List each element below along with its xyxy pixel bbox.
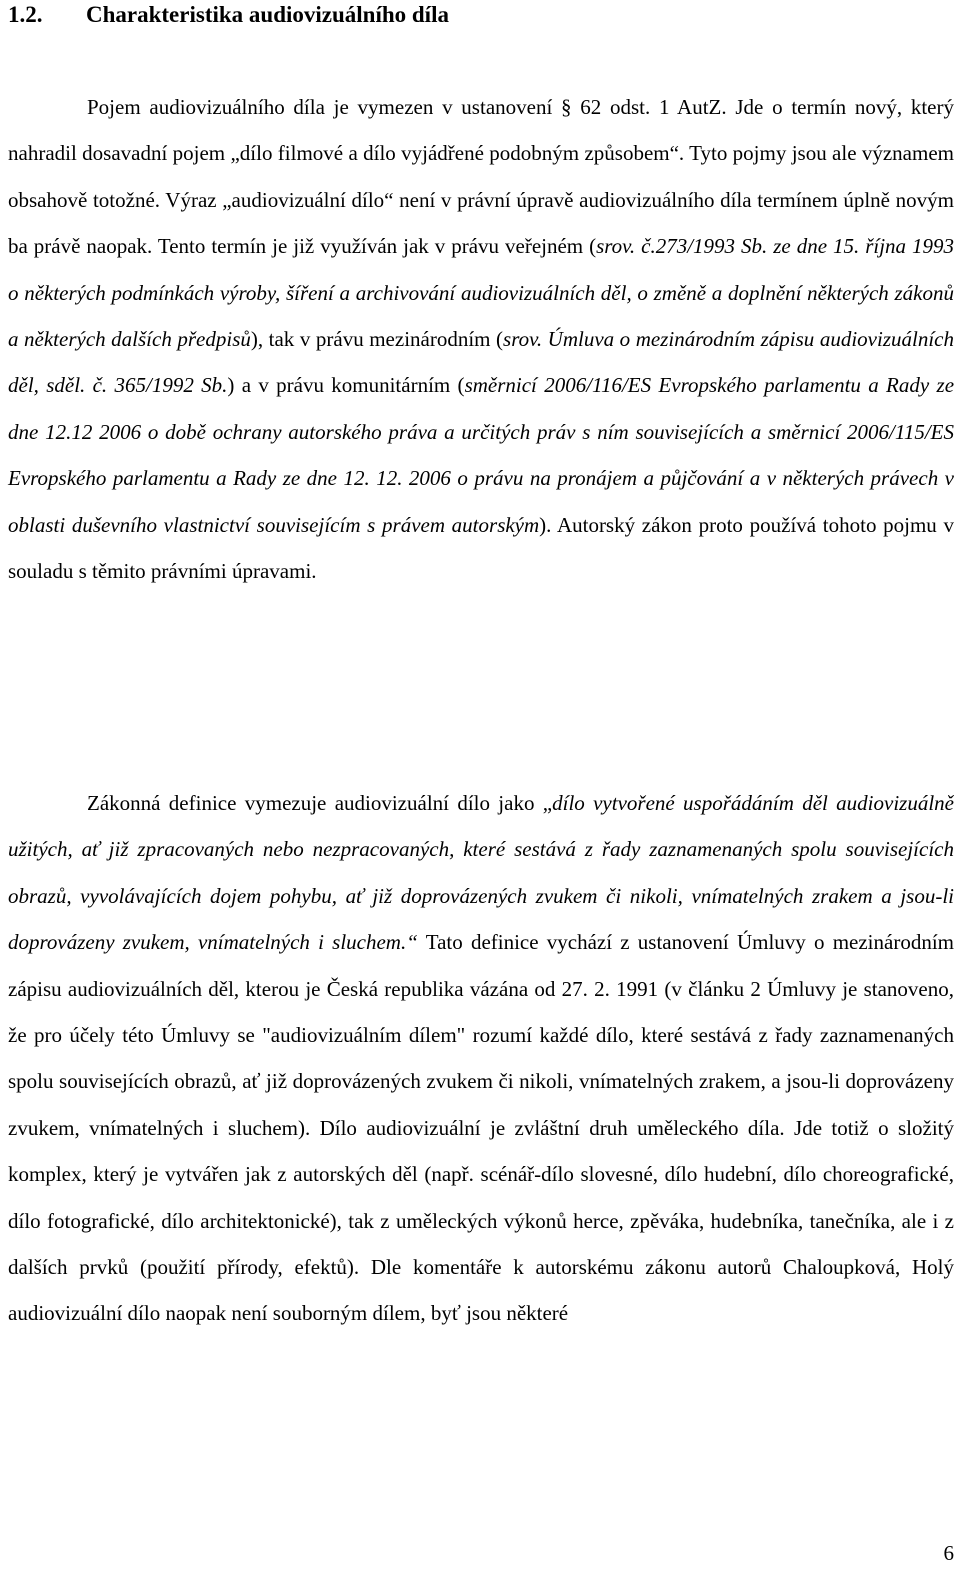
paragraph1-text-4: ). Autorský zákon proto používá tohoto pojmu v souladu s těmito právními úpravami. (8, 512, 954, 584)
paragraph2-text-2: Tato definice vychází z ustanovení Úmluvy o mezinárodním zápisu audiovizuálních děl, kterou je Česká republika vázána od 27. 2. 1991 (v článku 2 Úmluvy je stanoveno, že pro účely této Úmluvy se "audiovizuálním dílem" rozumí každé dílo, které sestává z řady zaznamenaných spolu souvisejících obrazů, ať již doprovázených zvukem či nikoli, vnímatelných zrakem, a jsou-li doprovázeny zvukem, vnímatelných i sluchem). Dílo audiovizuální je zvláštní druh uměleckého díla. Jde totiž o složitý komplex, který je vytvářen jak z autorských děl (např. scénář-dílo slovesné, dílo hudební, dílo choreografické, dílo fotografické, dílo architektonické), tak z uměleckých výkonů herce, zpěváka, hudebníka, tanečníka, ale i z dalších prvků (použití přírody, efektů). Dle komentáře k autorskému zákonu autorů Chaloupková, Holý audiovizuální dílo naopak není souborným dílem, byť jsou některé (8, 930, 954, 1326)
paragraph2-text-1: Zákonná definice vymezuje audiovizuální dílo jako „ (87, 791, 553, 815)
page-number: 6 (943, 1541, 954, 1565)
paragraph1-citation-2: srov. Úmluva o mezinárodním zápisu audiovizuálních děl, sděl. č. 365/1992 Sb. (8, 327, 954, 398)
section-number: 1.2. (8, 2, 43, 27)
paragraph2-quote: dílo vytvořené uspořádáním děl audiovizuálně užitých, ať již zpracovaných nebo nezpracovaných, které sestává z řady zaznamenaných spolu souvisejících obrazů, vyvolávajících dojem pohybu, ať již doprovázených zvukem či nikoli, vnímatelných zrakem a jsou-li doprovázeny zvukem, vnímatelných i sluchem.“ (8, 791, 954, 955)
paragraph1-text-1: Pojem audiovizuálního díla je vymezen v ustanovení § 62 odst. 1 AutZ. Jde o termín nový, který nahradil dosavadní pojem „dílo filmové a dílo vyjádřené podobným způsobem“. Tyto pojmy jsou ale významem obsahově totožné. Výraz „audiovizuální dílo“ není v právní úpravě audiovizuálního díla termínem úplně novým ba právě naopak. Tento termín je již využíván jak v právu veřejném ( (8, 95, 954, 259)
paragraph1-text-3: ) a v právu komunitárním ( (227, 373, 465, 398)
paragraph1-text-2: ), tak v právu mezinárodním ( (250, 327, 504, 352)
section-heading (8, 2, 449, 28)
paragraph-definition-term (8, 84, 954, 594)
section-title: Charakteristika audiovizuálního díla (86, 2, 449, 27)
paragraph-legal-definition (8, 780, 954, 1337)
paragraph1-citation-1: srov. č.273/1993 Sb. ze dne 15. října 1993 o některých podmínkách výroby, šíření a archivování audiovizuálních děl, o změně a doplnění některých zákonů a některých dalších předpisů (8, 234, 955, 352)
paragraph1-citation-3: směrnicí 2006/116/ES Evropského parlamentu a Rady ze dne 12.12 2006 o době ochrany autorského práva a určitých práv s ním souvisejících a směrnicí 2006/115/ES Evropského parlamentu a Rady ze dne 12. 12. 2006 o právu na pronájem a půjčování a v některých právech v oblasti duševního vlastnictví souvisejícím s právem autorským (8, 373, 955, 537)
